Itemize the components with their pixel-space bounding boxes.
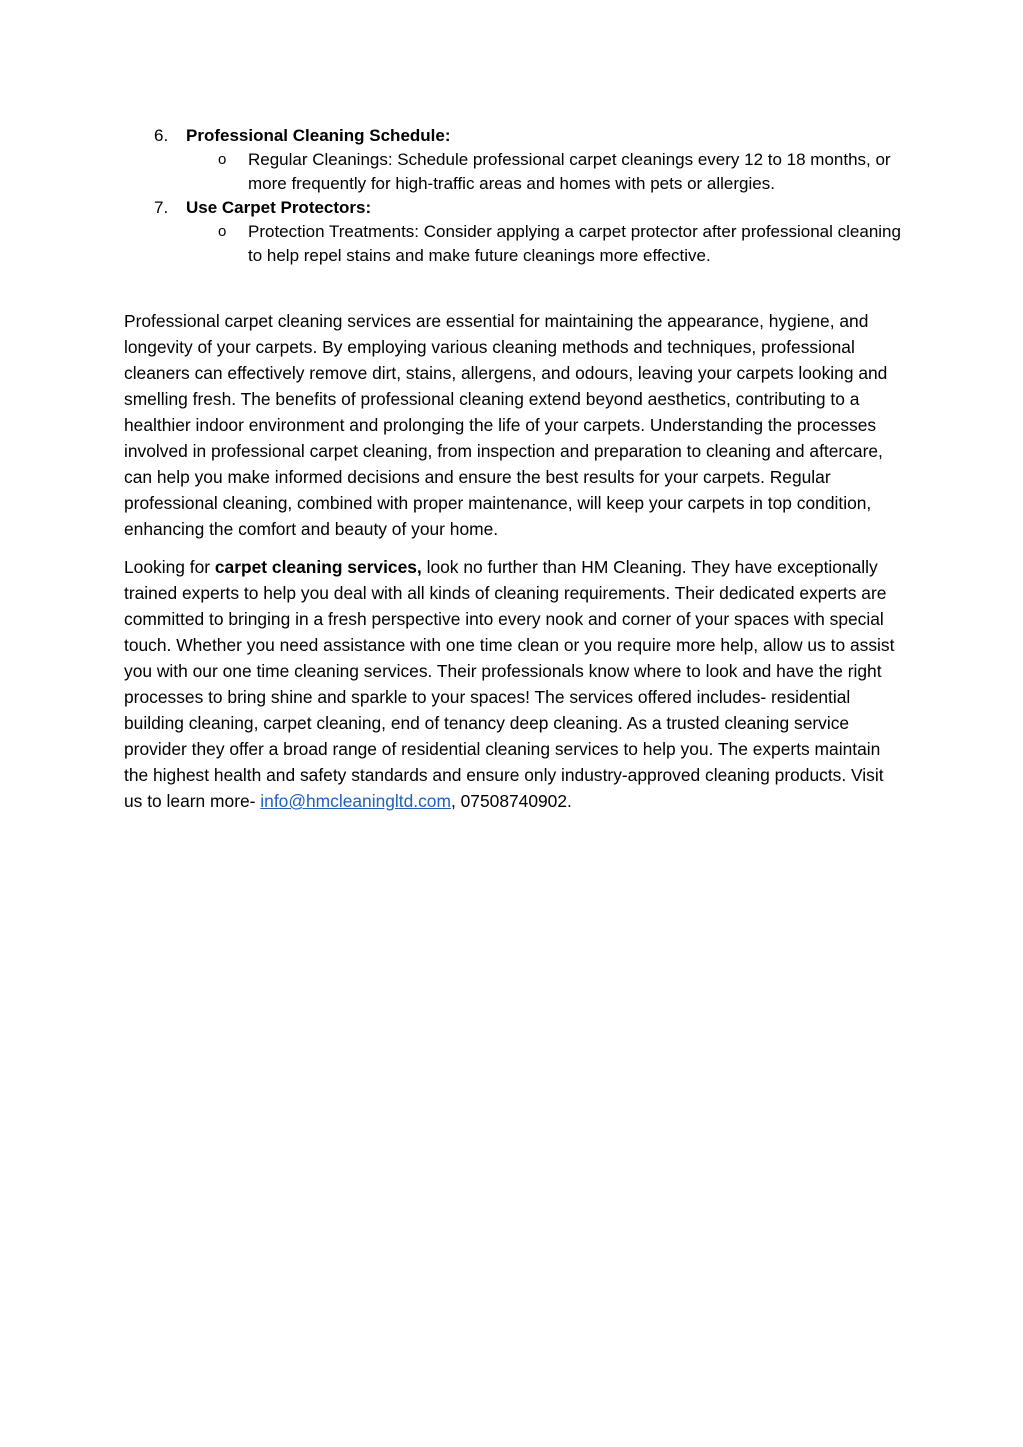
- conclusion-paragraph: Professional carpet cleaning services are essential for maintaining the appearance, hygiene, and longevity of your carpets. By employing various cleaning methods and techniques, professional cleaners can effectively remove dirt, stains, allergens, and odours, leaving your carpets looking and smelling fresh. The benefits of professional cleaning extend beyond aesthetics, contributing to a healthier indoor environment and prolonging the life of your carpets. Understanding the processes involved in professional carpet cleaning, from inspection and preparation to cleaning and aftercare, can help you make informed decisions and ensure the best results for your carpets. Regular professional cleaning, combined with proper maintenance, will keep your carpets in top condition, enhancing the comfort and beauty of your home.: [124, 311, 888, 539]
- list-item-title: Use Carpet Protectors:: [186, 198, 372, 217]
- phone-text: , 07508740902.: [450, 791, 572, 811]
- list-number: 7.: [154, 198, 169, 217]
- circle-bullet-icon: o: [218, 223, 227, 240]
- numbered-list: [124, 124, 904, 268]
- list-item-7: [124, 196, 904, 268]
- sub-list-item: [218, 148, 904, 196]
- email-link[interactable]: info@hmcleaningltd.com: [260, 791, 451, 811]
- promo-body-text: look no further than HM Cleaning. They have exceptionally trained experts to help you deal with all kinds of cleaning requirements. Their dedicated experts are committed to bringing in a fresh perspective into every nook and corner of your spaces with special touch. Whether you need assistance with one time clean or you require more help, allow us to assist you with our one time cleaning services. Their professionals know where to look and have the right processes to bring shine and sparkle to your spaces! The services offered includes- residential building cleaning, carpet cleaning, end of tenancy deep cleaning. As a trusted cleaning service provider they offer a broad range of residential cleaning services to help you. The experts maintain the highest health and safety standards and ensure only industry-approved cleaning products. Visit us to learn more-: [124, 557, 895, 811]
- promo-bold-keyword: carpet cleaning services,: [214, 557, 422, 577]
- list-number: 6.: [154, 126, 169, 145]
- circle-bullet-icon: o: [218, 151, 227, 168]
- promo-lead-text: Looking for: [124, 557, 215, 577]
- promo-paragraph: [124, 554, 906, 814]
- sub-list-item: [218, 220, 904, 268]
- sub-item-text: Protection Treatments: Consider applying a carpet protector after professional cleaning to help repel stains and make future cleanings more effective.: [248, 222, 901, 265]
- sub-item-text: Regular Cleanings: Schedule professional carpet cleanings every 12 to 18 months, or more frequently for high-traffic areas and homes with pets or allergies.: [248, 150, 891, 193]
- list-item-title: Professional Cleaning Schedule:: [186, 126, 451, 145]
- list-item-6: [124, 124, 904, 196]
